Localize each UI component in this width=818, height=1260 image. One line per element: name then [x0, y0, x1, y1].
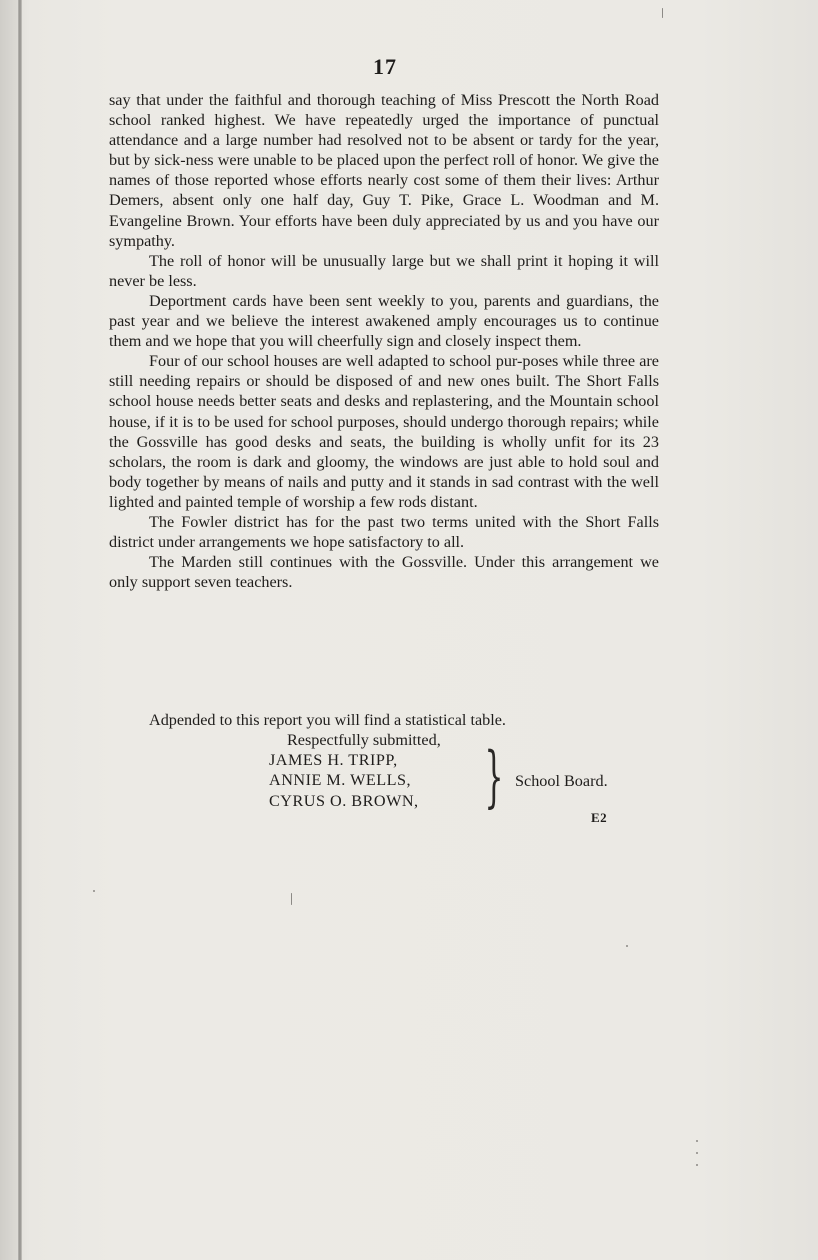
appended-note: Adpended to this report you will find a statistical table. — [149, 711, 506, 729]
page-number: 17 — [373, 54, 397, 79]
page-binding-edge — [0, 0, 18, 1260]
report-body — [109, 90, 659, 592]
paper-speck — [626, 945, 628, 947]
page-binding-line — [18, 0, 22, 1260]
respectfully-submitted: Respectfully submitted, — [287, 731, 441, 750]
signer-name: CYRUS O. BROWN, — [269, 791, 419, 810]
paragraph-deportment-cards: Deportment cards have been sent weekly to you, parents and guardians, the past year and we believe the interest awakened amply encourages us to continue them and we hope that you will cheerfully sign and closely inspect them. — [109, 291, 659, 351]
paragraph-continuation: say that under the faithful and thorough teaching of Miss Prescott the North Road school ranked highest. We have repeatedly urged the importance of punctual attendance and a large number had resolved not to be absent or tardy for the year, but by sick-ness were unable to be placed upon the perfect roll of honor. We give the names of those reported whose efforts nearly cost some of them their lives: Arthur Demers, absent only one half day, Guy T. Pike, Grace L. Woodman and M. Evangeline Brown. Your efforts have been duly appreciated by us and you have our sympathy. — [109, 91, 659, 250]
printer-signature-mark: E2 — [591, 810, 608, 825]
paper-speck — [696, 1164, 698, 1166]
curly-brace-icon: } — [484, 738, 504, 815]
school-board-label: School Board. — [515, 772, 608, 790]
paragraph-school-houses: Four of our school houses are well adapted to school pur-poses while three are still needing repairs or should be disposed of and new ones built. The Short Falls school house needs better seats and desks and replastering, and the Mountain school house, if it is to be used for school purposes, should undergo thorough repairs; while the Gossville has good desks and seats, the building is wholly unfit for its 23 scholars, the room is dark and gloomy, the windows are just able to hold soul and body together by means of nails and putty and it stands in sad contrast with the well lighted and painted temple of worship a few rods distant. — [109, 352, 659, 511]
paragraph-marden: The Marden still continues with the Gossville. Under this arrangement we only support seven teachers. — [109, 553, 659, 592]
signer-name: JAMES H. TRIPP, — [269, 751, 398, 769]
paper-speck — [696, 1140, 698, 1142]
paragraph-fowler-district: The Fowler district has for the past two terms united with the Short Falls district under arrangements we hope satisfactory to all. — [109, 512, 659, 552]
paper-speck — [93, 890, 95, 892]
paragraph-roll-of-honor: The roll of honor will be unusually large but we shall print it hoping it will never be less. — [109, 251, 659, 290]
paper-speck — [696, 1152, 698, 1154]
paper-speck — [662, 8, 663, 18]
signer-list — [269, 750, 419, 811]
signer-name: ANNIE M. WELLS, — [269, 771, 412, 790]
closing-block — [149, 710, 659, 750]
paper-speck — [291, 893, 292, 905]
